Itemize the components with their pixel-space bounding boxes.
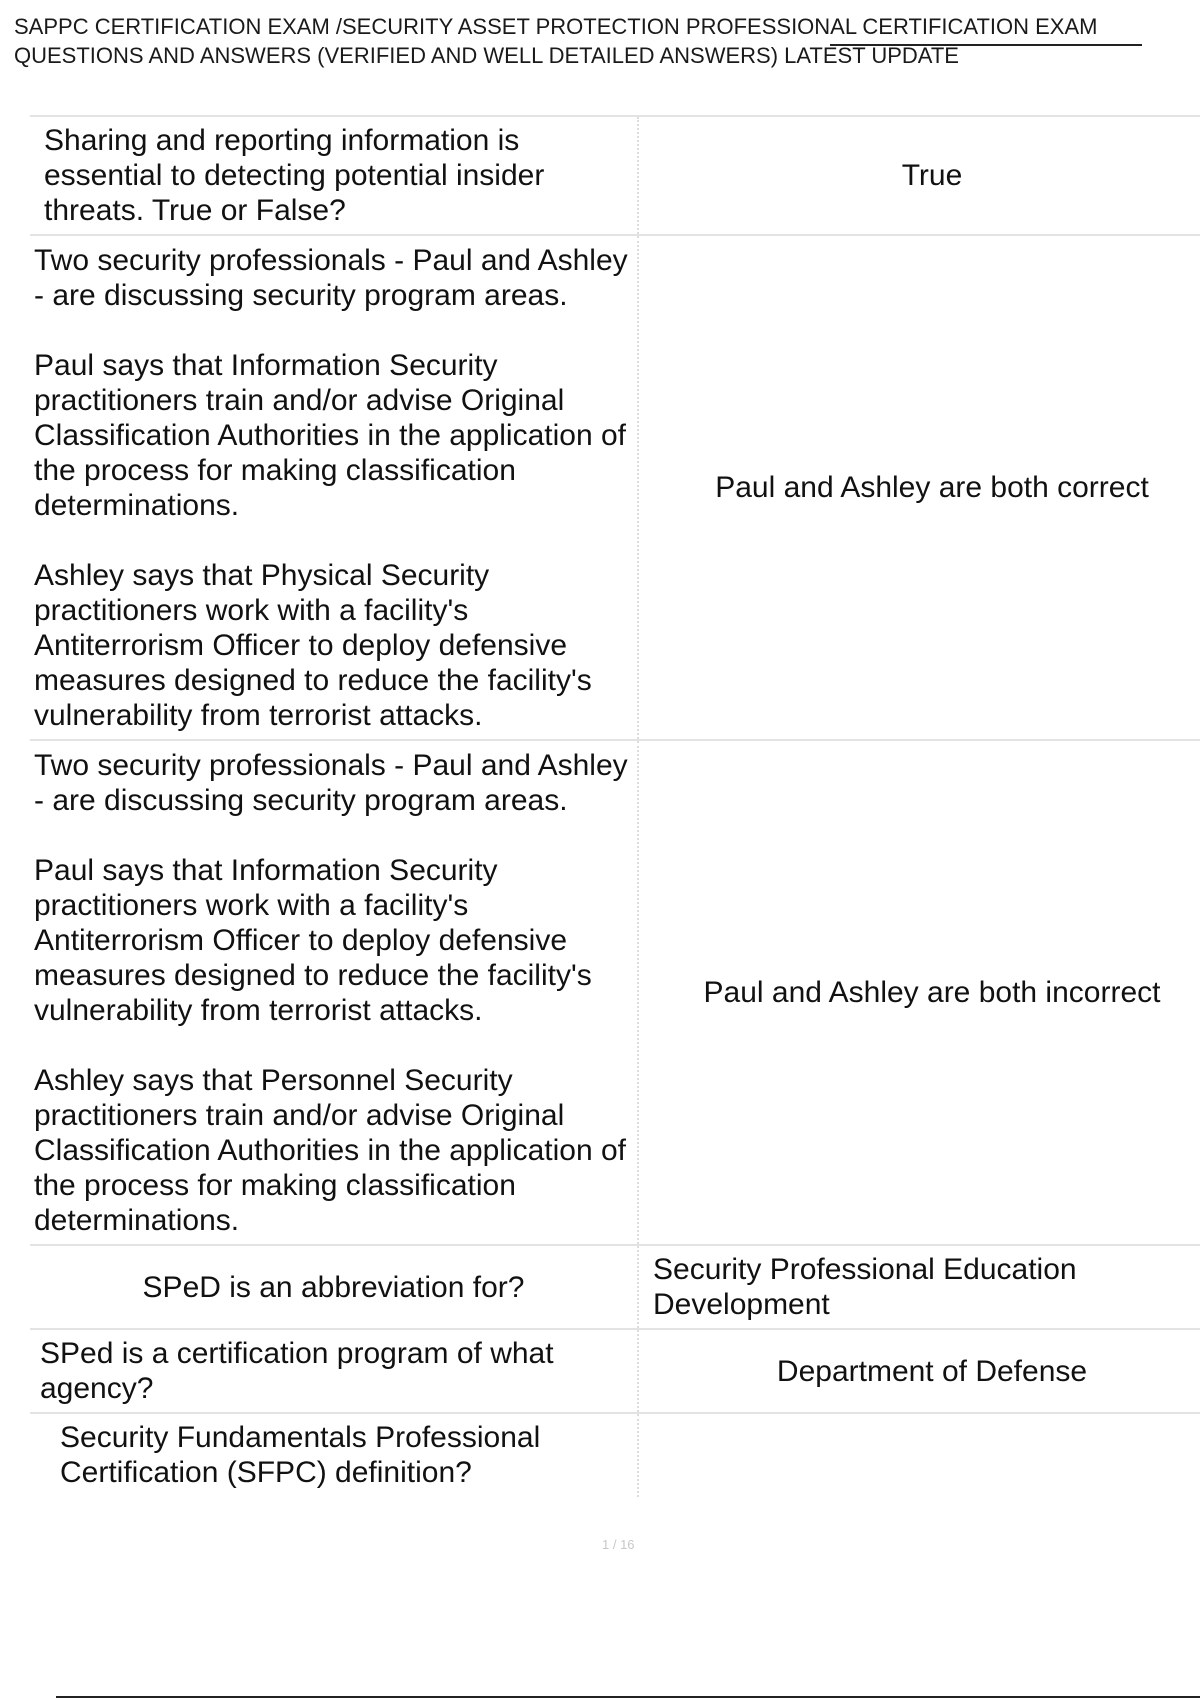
answer-text: Paul and Ashley are both correct	[715, 471, 1149, 504]
answer-text: True	[901, 159, 963, 192]
footer-rule	[56, 1696, 1200, 1698]
answer-cell	[638, 1329, 1200, 1413]
question-text: Sharing and reporting information is essential to detecting potential insider threats. True or False?	[44, 124, 545, 227]
answer-text: Paul and Ashley are both incorrect	[703, 976, 1161, 1009]
question-cell	[30, 235, 638, 740]
table-row	[30, 1413, 1200, 1497]
question-text: Two security professionals - Paul and Ashley - are discussing security program areas.	[34, 243, 628, 312]
question-cell	[30, 1413, 638, 1497]
answer-cell	[638, 1413, 1200, 1497]
document-header	[14, 12, 1200, 70]
answer-text: Security Professional Education Development	[653, 1253, 1077, 1321]
header-title-line-1: SAPPC CERTIFICATION EXAM /SECURITY ASSET PROTECTION PROFESSIONAL CERTIFICATION EXAM	[14, 14, 1098, 39]
table-row	[30, 1329, 1200, 1413]
answer-cell	[638, 116, 1200, 235]
header-strike-line	[830, 44, 1142, 46]
answer-text: Department of Defense	[776, 1354, 1088, 1388]
table-row	[30, 1245, 1200, 1329]
question-cell	[30, 116, 638, 235]
table-row	[30, 235, 1200, 740]
question-text: Ashley says that Physical Security practitioners work with a facility's Antiterrorism Officer to deploy defensive measures designed to reduce the facility's vulnerability from terrorist attacks.	[34, 558, 592, 732]
question-text: SPed is a certification program of what agency?	[40, 1337, 554, 1405]
table-row	[30, 116, 1200, 235]
answer-cell	[638, 1245, 1200, 1329]
answer-cell	[638, 740, 1200, 1245]
question-cell	[30, 1329, 638, 1413]
answer-cell	[638, 235, 1200, 740]
qa-table	[30, 115, 1200, 1497]
question-text: SPeD is an abbreviation for?	[142, 1270, 525, 1304]
question-text: Paul says that Information Security practitioners train and/or advise Original Classification Authorities in the application of the process for making classification determinations.	[34, 348, 627, 522]
question-text: Security Fundamentals Professional Certification (SFPC) definition?	[60, 1421, 541, 1489]
question-cell	[30, 1245, 638, 1329]
question-text: Paul says that Information Security practitioners work with a facility's Antiterrorism Officer to deploy defensive measures designed to reduce the facility's vulnerability from terrorist attacks.	[34, 853, 592, 1027]
question-text: Two security professionals - Paul and Ashley - are discussing security program areas.	[34, 748, 628, 817]
question-text: Ashley says that Personnel Security practitioners train and/or advise Original Classification Authorities in the application of the process for making classification determinations.	[34, 1063, 627, 1237]
header-title-line-2: QUESTIONS AND ANSWERS (VERIFIED AND WELL DETAILED ANSWERS) LATEST UPDATE	[14, 43, 959, 68]
table-row	[30, 740, 1200, 1245]
question-cell	[30, 740, 638, 1245]
page-number: 1 / 16	[602, 1537, 635, 1552]
